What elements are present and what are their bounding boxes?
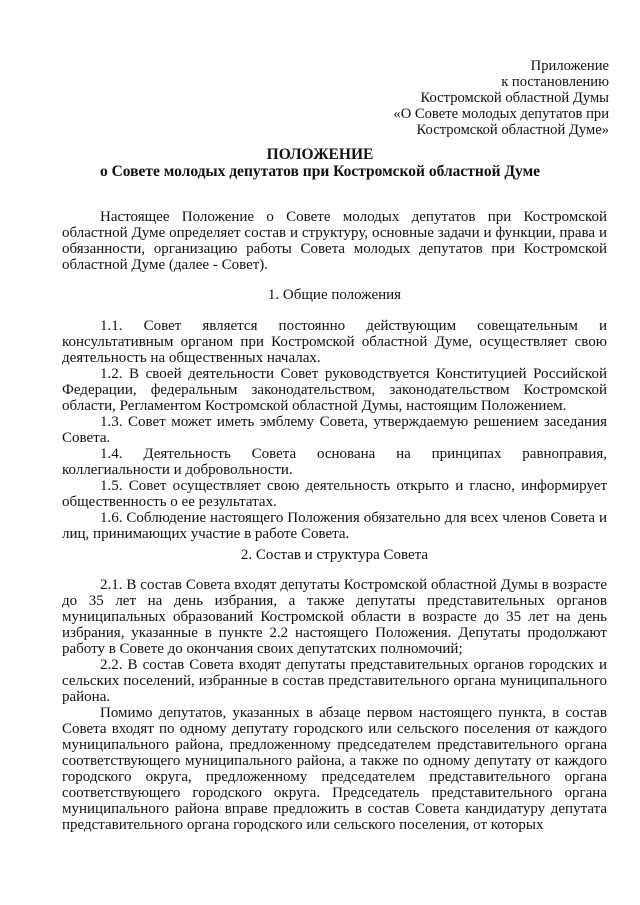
document-subtitle: о Совете молодых депутатов при Костромской областной Думе: [99, 163, 541, 180]
clause-1-3: 1.3. Совет может иметь эмблему Совета, утверждаемую решением заседания Совета.: [62, 414, 607, 446]
clause-1-4: 1.4. Деятельность Совета основана на принципах равноправия, коллегиальности и добровольности.: [62, 446, 607, 478]
clause-2-2: 2.2. В состав Совета входят депутаты представительных органов городских и сельских поселений, избранные в состав представительного органа муниципального района.: [62, 657, 607, 705]
section-2-body: [62, 577, 607, 833]
document-title: ПОЛОЖЕНИЕ: [266, 146, 374, 163]
appendix-line: к постановлению: [501, 74, 609, 90]
appendix-line: Костромской областной Думы: [420, 90, 609, 106]
clause-1-6: 1.6. Соблюдение настоящего Положения обязательно для всех членов Совета и лиц, принимающих участие в работе Совета.: [62, 510, 607, 542]
clause-1-5: 1.5. Совет осуществляет свою деятельность открыто и гласно, информирует общественность о ее результатах.: [62, 478, 607, 510]
appendix-line: Костромской областной Думе»: [416, 122, 609, 138]
appendix-line: «О Совете молодых депутатов при: [393, 106, 609, 122]
clause-1-1: 1.1. Совет является постоянно действующим совещательным и консультативным органом при Костромской областной Думе, осуществляет свою деятельность на общественных началах.: [62, 318, 607, 366]
intro-block: [62, 209, 607, 273]
clause-1-2: 1.2. В своей деятельности Совет руководствуется Конституцией Российской Федерации, федеральным законодательством, законодательством Костромской области, Регламентом Костромской областной Думы, настоящим Положением.: [62, 366, 607, 414]
section-1-heading: 1. Общие положения: [267, 287, 402, 303]
appendix-header: [393, 58, 609, 138]
appendix-line: Приложение: [530, 58, 609, 74]
clause-2-1: 2.1. В состав Совета входят депутаты Костромской областной Думы в возрасте до 35 лет на день избрания, а также депутаты представительных органов муниципальных образований Костромской области в возрасте до 35 лет на день избрания, указанные в пункте 2.2 настоящего Положения. Депутаты продолжают работу в Совете до окончания своих депутатских полномочий;: [62, 577, 607, 657]
clause-2-2-paragraph-2: Помимо депутатов, указанных в абзаце первом настоящего пункта, в состав Совета входят по одному депутату городского или сельского поселения от каждого муниципального района, предложенному председателем представительного органа соответствующего муниципального района, а также по одному депутату от каждого городского округа, предложенному председателем представительного органа соответствующего городского округа. Председатель представительного органа муниципального района вправе предложить в состав Совета кандидатуру депутата представительного органа городского или сельского поселения, от которых: [62, 705, 607, 833]
section-2-heading: 2. Состав и структура Совета: [240, 547, 429, 563]
intro-paragraph: Настоящее Положение о Совете молодых депутатов при Костромской областной Думе определяет состав и структуру, основные задачи и функции, права и обязанности, организацию работы Совета молодых депутатов при Костромской областной Думе (далее - Совет).: [62, 209, 607, 273]
section-1-body: [62, 318, 607, 542]
